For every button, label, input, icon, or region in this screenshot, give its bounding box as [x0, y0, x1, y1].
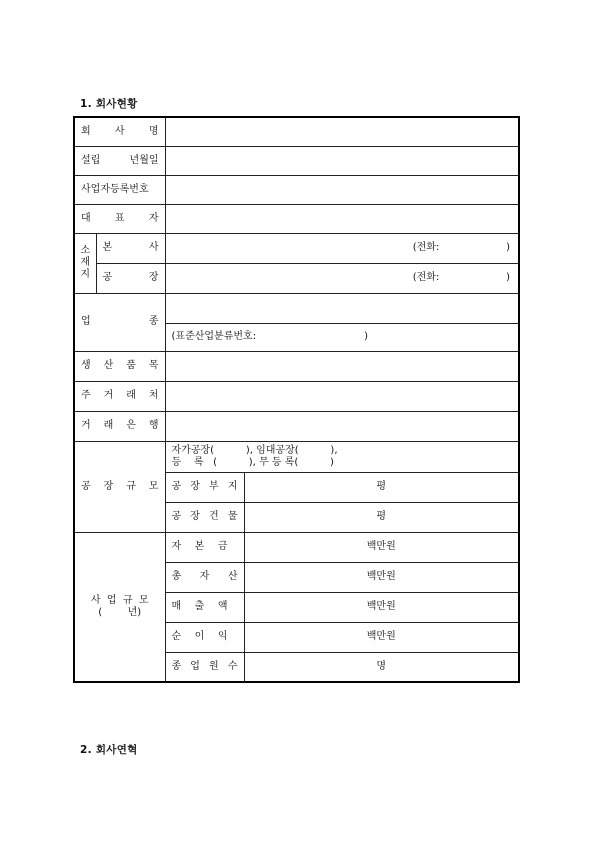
field-capital[interactable]: [244, 532, 519, 562]
label-ceo: 대 표 자: [74, 204, 165, 233]
row-ceo: [74, 204, 519, 233]
factory-type-line2: 등 록 ( ), 무 등 록( ): [171, 456, 334, 468]
sales-unit: 백만원: [366, 601, 396, 612]
employees-unit: 명: [376, 660, 387, 672]
label-employees: 종 업 원 수: [165, 652, 244, 682]
total-assets-unit: 백만원: [366, 571, 396, 582]
row-biz-reg-no: [74, 175, 519, 204]
field-factory-site[interactable]: [244, 472, 519, 502]
label-factory: 공 장: [96, 263, 165, 293]
field-industry-code[interactable]: [165, 323, 519, 351]
industry-code-label: (표준산업분류번호: ): [171, 331, 369, 342]
field-ceo[interactable]: [165, 204, 519, 233]
field-sales[interactable]: [244, 592, 519, 622]
field-head-office[interactable]: [165, 233, 519, 263]
label-factory-building: 공 장 건 물: [165, 502, 244, 532]
section-title-company-status: 1. 회사현황: [80, 98, 138, 110]
label-company-name: 회 사 명: [74, 117, 165, 146]
row-main-clients: [74, 381, 519, 411]
label-head-office: 본 사: [96, 233, 165, 263]
label-factory-scale: 공 장 규 모: [74, 441, 165, 532]
row-head-office: [74, 233, 519, 263]
label-location: 소 재 지: [74, 233, 96, 293]
row-company-name: [74, 117, 519, 146]
head-office-phone: (전화: ): [412, 242, 511, 253]
field-factory-address[interactable]: [165, 263, 519, 293]
label-main-clients: 주 거 래 처: [74, 381, 165, 411]
label-net-income: 순 이 익: [165, 622, 244, 652]
factory-site-unit: 평: [376, 481, 387, 492]
factory-type-line1: 자가공장( ), 임대공장( ),: [171, 444, 338, 456]
label-business-scale: 사 업 규 모 ( 년): [74, 532, 165, 682]
row-bank: [74, 411, 519, 441]
net-income-unit: 백만원: [366, 631, 396, 642]
row-factory-type: [74, 441, 519, 472]
label-total-assets: 총 자 산: [165, 562, 244, 592]
field-products[interactable]: [165, 351, 519, 381]
field-factory-building[interactable]: [244, 502, 519, 532]
row-capital: [74, 532, 519, 562]
field-employees[interactable]: [244, 652, 519, 682]
label-sales: 매 출 액: [165, 592, 244, 622]
label-products: 생 산 품 목: [74, 351, 165, 381]
field-bank[interactable]: [165, 411, 519, 441]
factory-building-unit: 평: [376, 511, 387, 522]
row-established: [74, 146, 519, 175]
field-biz-reg-no[interactable]: [165, 175, 519, 204]
row-products: [74, 351, 519, 381]
field-net-income[interactable]: [244, 622, 519, 652]
field-business-type[interactable]: [165, 293, 519, 323]
field-total-assets[interactable]: [244, 562, 519, 592]
section-title-company-history: 2. 회사연혁: [80, 744, 138, 756]
label-biz-reg-no: 사업자등록번호: [74, 175, 165, 204]
label-capital: 자 본 금: [165, 532, 244, 562]
field-company-name[interactable]: [165, 117, 519, 146]
factory-phone: (전화: ): [412, 272, 511, 283]
field-established[interactable]: [165, 146, 519, 175]
field-main-clients[interactable]: [165, 381, 519, 411]
company-status-table: [73, 116, 520, 683]
label-bank: 거 래 은 행: [74, 411, 165, 441]
label-established: 설립 년월일: [74, 146, 165, 175]
label-business-type: 업 종: [74, 293, 165, 351]
row-factory-address: [74, 263, 519, 293]
capital-unit: 백만원: [366, 541, 396, 552]
label-factory-site: 공 장 부 지: [165, 472, 244, 502]
field-factory-type[interactable]: [165, 441, 519, 472]
row-business-type: [74, 293, 519, 323]
